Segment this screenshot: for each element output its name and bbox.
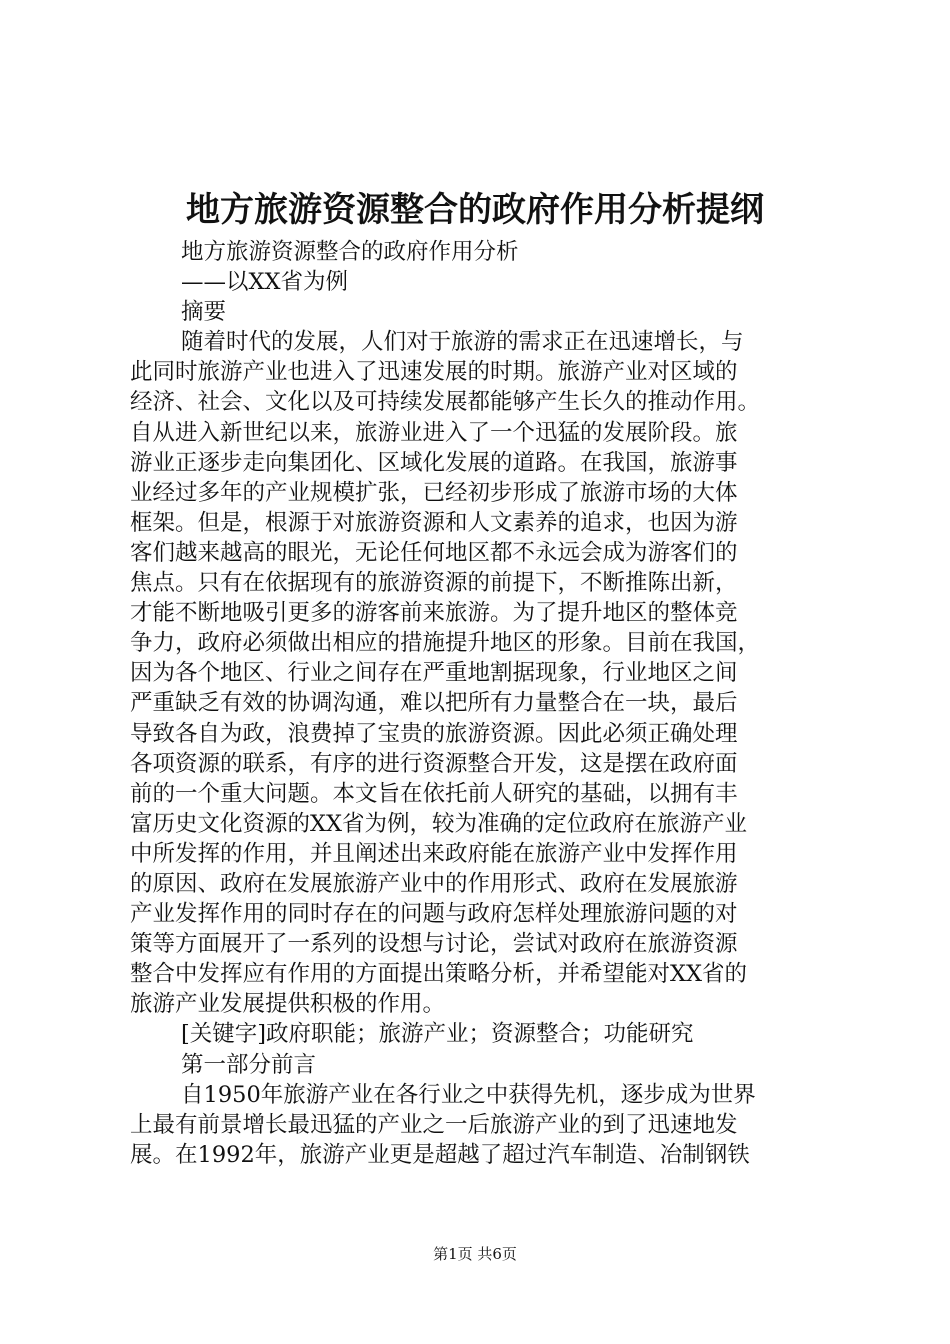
- text-line: 各项资源的联系，有序的进行资源整合开发，这是摆在政府面: [130, 750, 738, 777]
- text-line: 的原因、政府在发展旅游产业中的作用形式、政府在发展旅游: [130, 870, 738, 897]
- text-line: 游业正逐步走向集团化、区域化发展的道路。在我国，旅游事: [130, 449, 738, 476]
- text-line: 整合中发挥应有作用的方面提出策略分析，并希望能对XX省的: [130, 961, 748, 988]
- document-title: 地方旅游资源整合的政府作用分析提纲: [186, 190, 764, 230]
- page-footer: 第1页 共6页: [433, 1245, 517, 1263]
- text-line: 严重缺乏有效的协调沟通，难以把所有力量整合在一块，最后: [130, 690, 738, 717]
- text-line: 产业发挥作用的同时存在的问题与政府怎样处理旅游问题的对: [130, 901, 738, 928]
- text-line: ——以XX省为例: [181, 269, 349, 296]
- text-line: [关键字]政府职能；旅游产业；资源整合；功能研究: [181, 1021, 694, 1048]
- text-line: 旅游产业发展提供积极的作用。: [130, 991, 446, 1018]
- text-line: 展。在1992年，旅游产业更是超越了超过汽车制造、冶制钢铁: [130, 1141, 750, 1168]
- text-line: 自从进入新世纪以来，旅游业进入了一个迅猛的发展阶段。旅: [130, 419, 738, 446]
- text-line: 此同时旅游产业也进入了迅速发展的时期。旅游产业对区域的: [130, 359, 738, 386]
- text-line: 才能不断地吸引更多的游客前来旅游。为了提升地区的整体竞: [130, 600, 738, 627]
- text-line: 焦点。只有在依据现有的旅游资源的前提下，不断推陈出新，: [130, 570, 738, 597]
- text-line: 经济、社会、文化以及可持续发展都能够产生长久的推动作用。: [130, 389, 761, 416]
- text-line: 地方旅游资源整合的政府作用分析: [181, 239, 519, 265]
- text-line: 框架。但是，根源于对旅游资源和人文素养的追求，也因为游: [130, 509, 738, 536]
- text-line: 前的一个重大问题。本文旨在依托前人研究的基础，以拥有丰: [130, 780, 738, 807]
- text-line: 客们越来越高的眼光，无论任何地区都不永远会成为游客们的: [130, 539, 738, 566]
- text-line: 富历史文化资源的XX省为例，较为准确的定位政府在旅游产业: [130, 810, 748, 837]
- text-line: 争力，政府必须做出相应的措施提升地区的形象。目前在我国，: [130, 630, 761, 657]
- text-line: 随着时代的发展，人们对于旅游的需求正在迅速增长，与: [181, 329, 744, 356]
- text-line: 策等方面展开了一系列的设想与讨论，尝试对政府在旅游资源: [130, 931, 738, 958]
- text-line: 中所发挥的作用，并且阐述出来政府能在旅游产业中发挥作用: [130, 840, 738, 867]
- text-line: 摘要: [181, 299, 227, 326]
- document-body: [130, 237, 835, 1170]
- text-line: 导致各自为政，浪费掉了宝贵的旅游资源。因此必须正确处理: [130, 720, 738, 747]
- text-line: 第一部分前言: [181, 1051, 317, 1078]
- text-line: 业经过多年的产业规模扩张，已经初步形成了旅游市场的大体: [130, 479, 738, 506]
- text-line: 因为各个地区、行业之间存在严重地割据现象，行业地区之间: [130, 660, 738, 687]
- text-line: 上最有前景增长最迅猛的产业之一后旅游产业的到了迅速地发: [130, 1111, 738, 1138]
- text-line: 自1950年旅游产业在各行业之中获得先机，逐步成为世界: [181, 1081, 756, 1108]
